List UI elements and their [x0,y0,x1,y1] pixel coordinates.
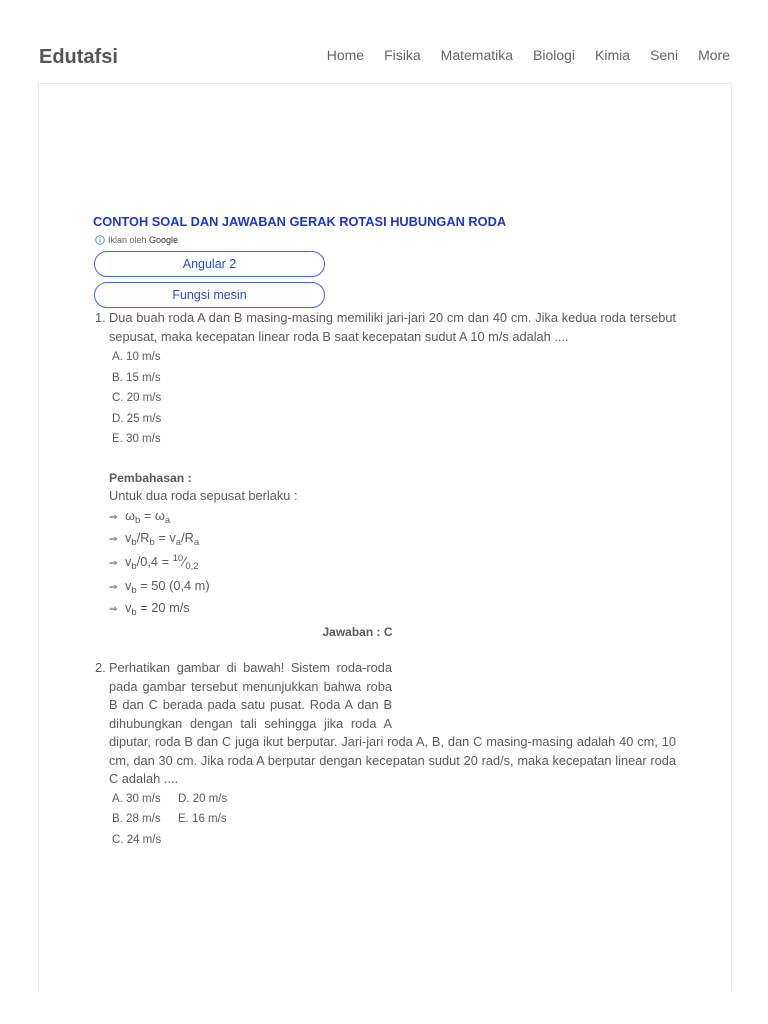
step-text: v [125,600,132,615]
option-c: C. 20 m/s [112,392,162,404]
solution-step [109,575,676,597]
main-nav [327,46,730,64]
implies-arrow: ⇒ [109,582,118,593]
solution-step [109,527,676,549]
solution-step [109,505,676,527]
step-subscript: b [135,515,141,526]
fraction-slash: ⁄ [183,554,186,569]
implies-arrow: ⇒ [109,604,118,615]
question-number: 1. [95,310,106,325]
nav-item-kimia[interactable]: Kimia [595,47,631,63]
nav-item-biologi[interactable]: Biologi [533,47,576,63]
question-text-content: Perhatikan gambar di bawah! Sistem roda-roda pada gambar tersebut menunjukkan bahwa roba B dan C berada pada satu pusat. Roda A dan B dihubungkan dengan tali sehingga jika roda A diputar, roda B dan C juga ikut berputar. Jari-jari roda A, B, dan C masing-masing adalah 40 cm, 10 cm, dan 30 cm. Jika roda A berputar dengan kecepatan sudut 20 rad/s, maka kecepatan linear roda C adalah .... [109,660,676,786]
answer-key: Jawaban : C [322,625,393,639]
ad-link-button-angular[interactable]: Angular 2 [94,251,325,277]
nav-item-more[interactable]: More [698,47,730,63]
implies-arrow: ⇒ [109,534,118,545]
solution-heading: Pembahasan : [109,471,192,485]
question-number: 2. [95,660,106,675]
step-text: = ω [140,508,165,523]
question-text [109,309,676,346]
ad-link-button-fungsi-mesin[interactable]: Fungsi mesin [94,282,325,308]
step-subscript: a [164,515,171,526]
step-text: = v [154,530,176,545]
solution-step [109,549,676,575]
step-text: /R [136,530,150,545]
fraction-numerator: 10 [172,553,184,564]
step-subscript: a [175,537,182,548]
nav-item-fisika[interactable]: Fisika [384,47,421,63]
step-text: v [125,530,132,545]
step-subscript: b [131,585,137,596]
option-b: B. 28 m/s [112,813,161,825]
ad-attribution[interactable] [93,234,676,246]
step-subscript: a [193,537,200,548]
nav-item-seni[interactable]: Seni [650,47,679,63]
step-text: ω [125,508,135,523]
step-subscript: b [131,537,137,548]
info-icon[interactable] [95,235,105,245]
option-a: A. 30 m/s [112,792,161,805]
step-text: /R [181,530,194,545]
step-text: /0,4 = [136,554,173,569]
implies-arrow: ⇒ [109,512,118,523]
fraction-denominator: 0,2 [185,561,199,572]
option-e: E. 16 m/s [178,813,227,825]
question-1 [93,309,676,641]
site-logo[interactable]: Edutafsi [39,46,118,68]
post-title: CONTOH SOAL DAN JAWABAN GERAK ROTASI HUBUNGAN RODA [93,214,507,229]
step-text: v [125,554,132,569]
answer-options [109,347,676,450]
ad-label-brand: Google [149,235,179,245]
implies-arrow: ⇒ [109,558,118,569]
nav-item-home[interactable]: Home [326,47,365,63]
option-d: D. 20 m/s [178,792,228,805]
question-2 [93,659,676,850]
solution-intro: Untuk dua roda sepusat berlaku : [109,488,298,503]
solution [109,469,676,641]
question-image-placeholder [398,659,676,731]
step-text: = 50 (0,4 m) [136,578,210,593]
option-c: C. 24 m/s [112,833,162,846]
step-text: = 20 m/s [136,600,190,615]
step-subscript: b [149,537,155,548]
option-e: E. 30 m/s [112,433,161,445]
option-d: D. 25 m/s [112,412,162,425]
nav-item-matematika[interactable]: Matematika [440,47,514,63]
post-body [93,214,676,850]
option-b: B. 15 m/s [112,371,161,384]
option-a: A. 10 m/s [112,351,161,363]
step-subscript: b [131,607,137,618]
ad-label-text: Iklan oleh [108,235,147,245]
step-text: v [125,578,132,593]
question-text-content: Dua buah roda A dan B masing-masing memiliki jari-jari 20 cm dan 40 cm. Jika kedua roda tersebut sepusat, maka kecepatan linear roda B saat kecepatan sudut A 10 m/s adalah .... [109,310,676,344]
question-text [109,659,676,789]
solution-step [109,597,676,619]
step-subscript: b [131,561,137,572]
answer-options [109,789,676,851]
